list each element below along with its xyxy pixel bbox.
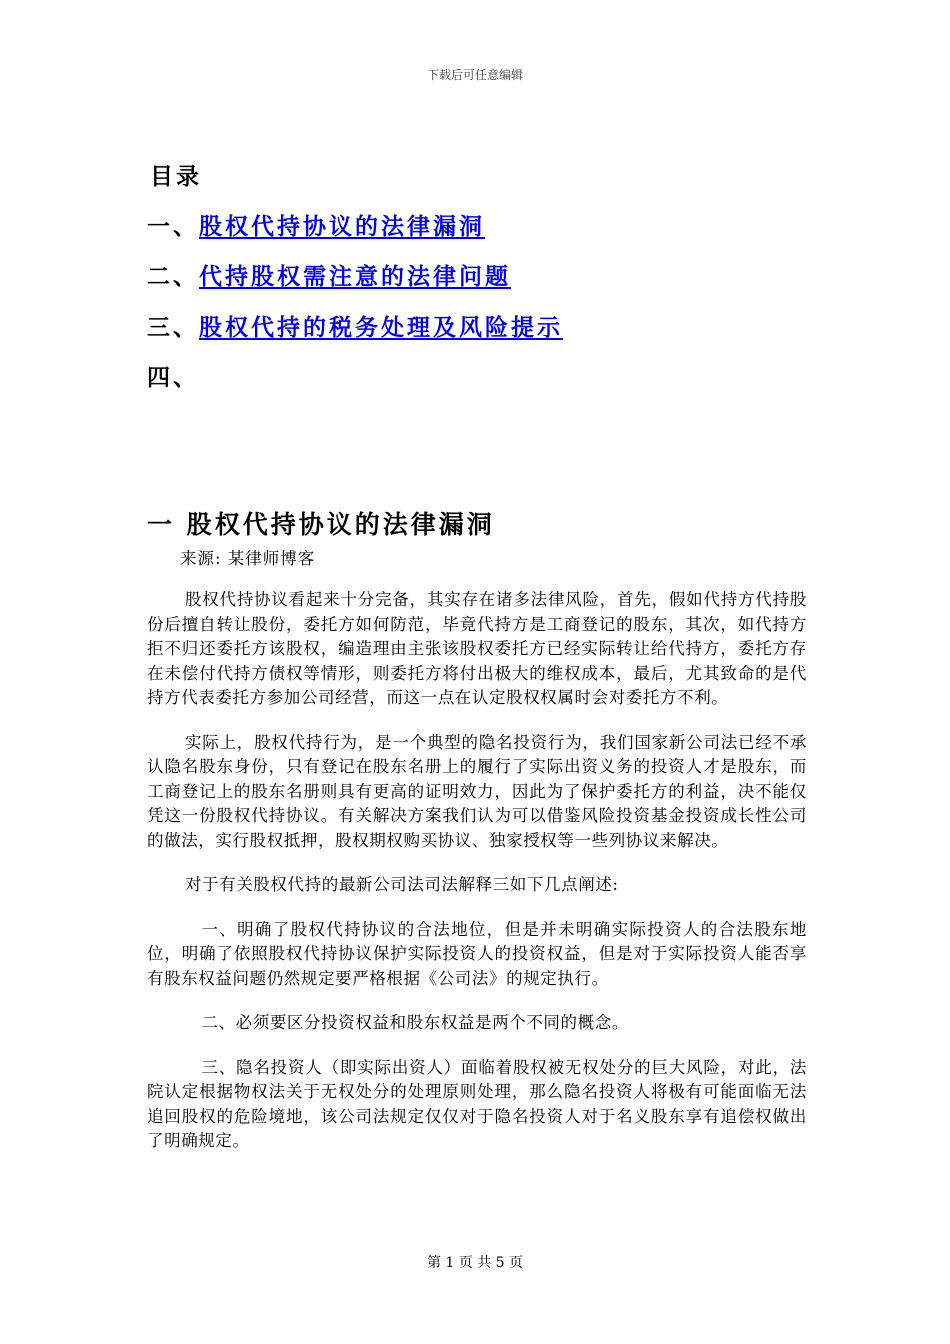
toc-link-2[interactable]: 代持股权需注意的法律问题: [199, 263, 511, 290]
section-heading: 一 股权代持协议的法律漏洞: [147, 510, 495, 539]
toc-item-number: 三、: [147, 314, 199, 341]
article-body: [147, 588, 807, 1174]
toc-item-number: 一、: [147, 213, 199, 240]
source-line: 来源: 某律师博客: [180, 549, 316, 568]
paragraph: 实际上，股权代持行为，是一个典型的隐名投资行为，我们国家新公司法已经不承认隐名股东身份，只有登记在股东名册上的履行了实际出资义务的投资人才是股东，而工商登记上的股东名册则具有更高的证明效力，因此为了保护委托方的利益，决不能仅凭这一份股权代持协议。有关解决方案我们认为可以借鉴风险投资基金投资成长性公司的做法，实行股权抵押，股权期权购买协议、独家授权等一些列协议来解决。: [147, 732, 807, 850]
toc-item-2: [147, 258, 511, 291]
toc-link-3[interactable]: 股权代持的税务处理及风险提示: [199, 314, 563, 341]
paragraph: 三、隐名投资人（即实际出资人）面临着股权被无权处分的巨大风险，对此，法院认定根据物权法关于无权处分的处理原则处理，那么隐名投资人将极有可能面临无法追回股权的危险境地，该公司法规定仅仅对于隐名投资人对于名义股东享有追偿权做出了明确规定。: [147, 1057, 807, 1150]
toc-item-number: 四、: [147, 364, 199, 391]
toc-item-4: [147, 359, 199, 392]
toc-item-1: [147, 208, 485, 241]
page-header: 下载后可任意编辑: [426, 68, 523, 82]
paragraph: 对于有关股权代持的最新公司法司法解释三如下几点阐述:: [184, 875, 619, 894]
paragraph: 二、必须要区分投资权益和股东权益是两个不同的概念。: [201, 1013, 629, 1032]
toc-item-3: [147, 309, 563, 342]
paragraph: 股权代持协议看起来十分完备，其实存在诸多法律风险，首先，假如代持方代持股份后擅自转让股份，委托方如何防范，毕竟代持方是工商登记的股东，其次，如代持方拒不归还委托方该股权，编造理由主张该股权委托方已经实际转让给代持方，委托方存在未偿付代持方债权等情形，则委托方将付出极大的维权成本，最后，尤其致命的是代持方代表委托方参加公司经营，而这一点在认定股权权属时会对委托方不利。: [147, 590, 807, 707]
page-footer: 第 1 页 共 5 页: [426, 1255, 524, 1271]
toc-link-1[interactable]: 股权代持协议的法律漏洞: [199, 213, 485, 240]
toc-title: 目录: [150, 163, 202, 190]
paragraph: 一、明确了股权代持协议的合法地位，但是并未明确实际投资人的合法股东地位，明确了依照股权代持协议保护实际投资人的投资权益，但是对于实际投资人能否享有股东权益问题仍然规定要严格根据《公司法》的规定执行。: [147, 919, 807, 988]
toc-item-number: 二、: [147, 263, 199, 290]
